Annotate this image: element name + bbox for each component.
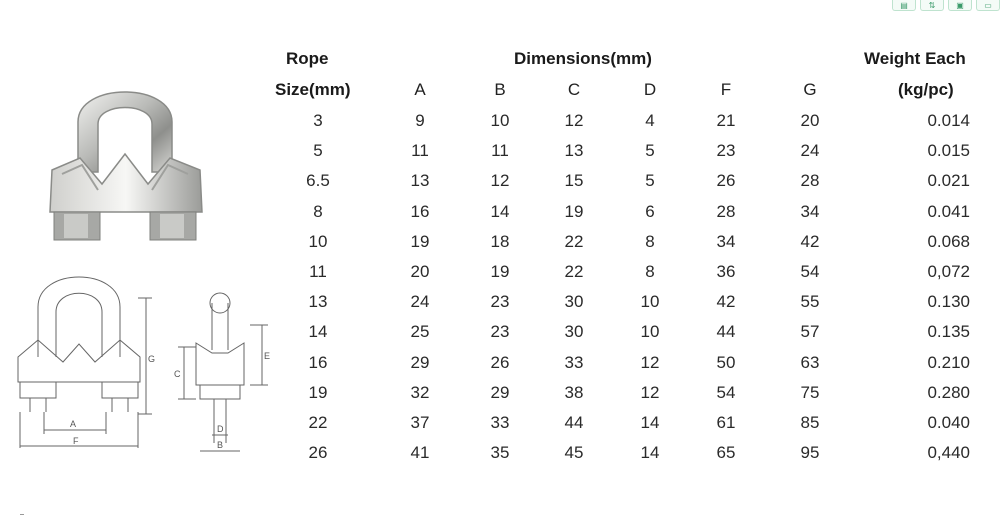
dimension-cell: 5 [645,171,655,191]
weight-cell: 0.068 [927,231,970,251]
rope-size-cell: 19 [308,382,328,402]
dimension-cell: 33 [490,413,510,432]
dimension-cell: 6 [645,201,655,221]
dimension-cell: 20 [800,111,820,130]
column-header-g: G [803,80,817,99]
dimension-cell: 34 [800,201,820,221]
rope-size-cell: 6.5 [306,171,330,191]
rope-size-header-line1: Rope [286,49,329,68]
weight-cell: 0,440 [927,443,970,463]
dimension-cell: 26 [716,171,736,191]
dimensions-header: Dimensions(mm) [514,49,652,68]
dimension-cell: 36 [716,262,736,281]
dimension-cell: 14 [640,443,660,463]
weight-cell: 0.210 [927,352,970,372]
dimension-cell: 11 [491,141,509,161]
rope-size-cell: 22 [308,413,328,432]
dimension-cell: 65 [716,443,736,463]
dimension-cell: 20 [410,262,430,281]
rope-size-cell: 8 [313,201,323,221]
dimension-cell: 54 [800,262,820,281]
dimension-cell: 12 [490,171,510,191]
dimension-cell: 34 [716,231,736,251]
rope-size-cell: 13 [308,292,328,312]
dimension-cell: 12 [640,382,660,402]
column-header-a: A [414,80,426,99]
doc-icon[interactable]: ▤ [892,0,916,11]
cart-icon[interactable]: ▭ [976,0,1000,11]
dimension-cell: 28 [800,171,820,191]
dim-label-b: B [217,440,224,450]
dimension-cell: 19 [564,201,584,221]
rope-size-cell: 5 [313,141,323,161]
dimension-cell: 42 [800,231,820,251]
weight-cell: 0.135 [927,322,970,342]
rope-size-header-line2: Size(mm) [275,80,351,99]
weight-header-line1: Weight Each [864,49,966,68]
dim-label-g: G [148,354,156,364]
dimension-cell: 11 [411,141,429,161]
divider [20,514,24,515]
dimension-cell: 61 [716,413,736,432]
dimension-cell: 50 [716,352,736,372]
column-header-d: D [643,80,657,99]
dimension-cell: 26 [490,352,510,372]
wire-rope-clip-photo [40,62,220,252]
dimension-cell: 10 [640,322,660,342]
dimension-cell: 63 [800,352,820,372]
dimension-cell: 22 [564,231,584,251]
save-icon[interactable]: ▣ [948,0,972,11]
dimension-cell: 8 [645,231,655,251]
dimension-cell: 19 [490,262,510,281]
column-header-b: B [494,80,506,99]
rope-size-cell: 10 [308,231,328,251]
dimension-cell: 30 [564,292,584,312]
weight-cell: 0.015 [927,141,970,161]
top-toolbar [892,0,1000,10]
weight-cell: 0.040 [927,413,970,432]
dimension-cell: 19 [410,231,430,251]
dimension-cell: 9 [415,111,425,130]
dimension-cell: 14 [640,413,660,432]
dimension-cell: 14 [490,201,510,221]
dimension-cell: 4 [645,111,655,130]
dimension-cell: 22 [564,262,584,281]
dimension-cell: 57 [800,322,820,342]
weight-cell: 0.014 [927,111,970,130]
weight-cell: 0.130 [927,292,970,312]
dimension-cell: 44 [716,322,736,342]
rope-size-cell: 16 [308,352,328,372]
dimension-cell: 25 [410,322,430,342]
dimension-cell: 32 [410,382,430,402]
dimension-cell: 30 [564,322,584,342]
dimension-cell: 95 [800,443,820,463]
dim-label-a: A [70,419,77,429]
dimension-cell: 13 [410,171,430,191]
dimension-cell: 23 [490,322,510,342]
dimension-cell: 54 [716,382,736,402]
dimension-cell: 85 [800,413,820,432]
rope-size-cell: 11 [309,262,327,281]
dimension-cell: 8 [645,262,655,281]
dimension-cell: 41 [410,443,430,463]
dimension-cell: 21 [716,111,736,130]
dimension-cell: 15 [564,171,584,191]
front-view-drawing [8,262,158,467]
dimension-cell: 28 [716,201,736,221]
dimension-cell: 5 [645,141,655,161]
rope-size-cell: 26 [308,443,328,463]
dimension-cell: 24 [800,141,820,161]
dimension-cell: 18 [490,231,510,251]
dimension-cell: 44 [564,413,584,432]
dimension-cell: 23 [490,292,510,312]
dimension-cell: 29 [490,382,510,402]
dimension-cell: 10 [490,111,510,130]
dimension-cell: 35 [490,443,510,463]
dimension-cell: 12 [564,111,584,130]
dimension-cell: 55 [800,292,820,312]
dimension-cell: 10 [640,292,660,312]
column-header-c: C [567,80,581,99]
weight-cell: 0,072 [927,262,970,281]
weight-cell: 0.280 [927,382,970,402]
rope-size-cell: 3 [313,111,323,130]
dimension-cell: 29 [410,352,430,372]
weight-header-line2: (kg/pc) [898,80,954,99]
dimension-cell: 24 [410,292,430,312]
dimension-cell: 13 [564,141,584,161]
share-icon[interactable]: ⇅ [920,0,944,11]
column-header-f: F [720,80,732,99]
dimension-cell: 23 [716,141,736,161]
dim-label-c: C [174,369,181,379]
side-view-drawing [172,275,282,465]
dimension-cell: 16 [410,201,430,221]
dimension-cell: 38 [564,382,584,402]
dim-label-e: E [264,351,271,361]
dimension-cell: 33 [564,352,584,372]
dimension-cell: 12 [640,352,660,372]
rope-size-cell: 14 [308,322,328,342]
weight-cell: 0.021 [927,171,970,191]
dimension-cell: 42 [716,292,736,312]
dimension-cell: 45 [564,443,584,463]
dim-label-f: F [73,436,79,446]
weight-cell: 0.041 [927,201,970,221]
dimension-cell: 75 [800,382,820,402]
dim-label-d: D [217,424,224,434]
dimension-cell: 37 [410,413,430,432]
